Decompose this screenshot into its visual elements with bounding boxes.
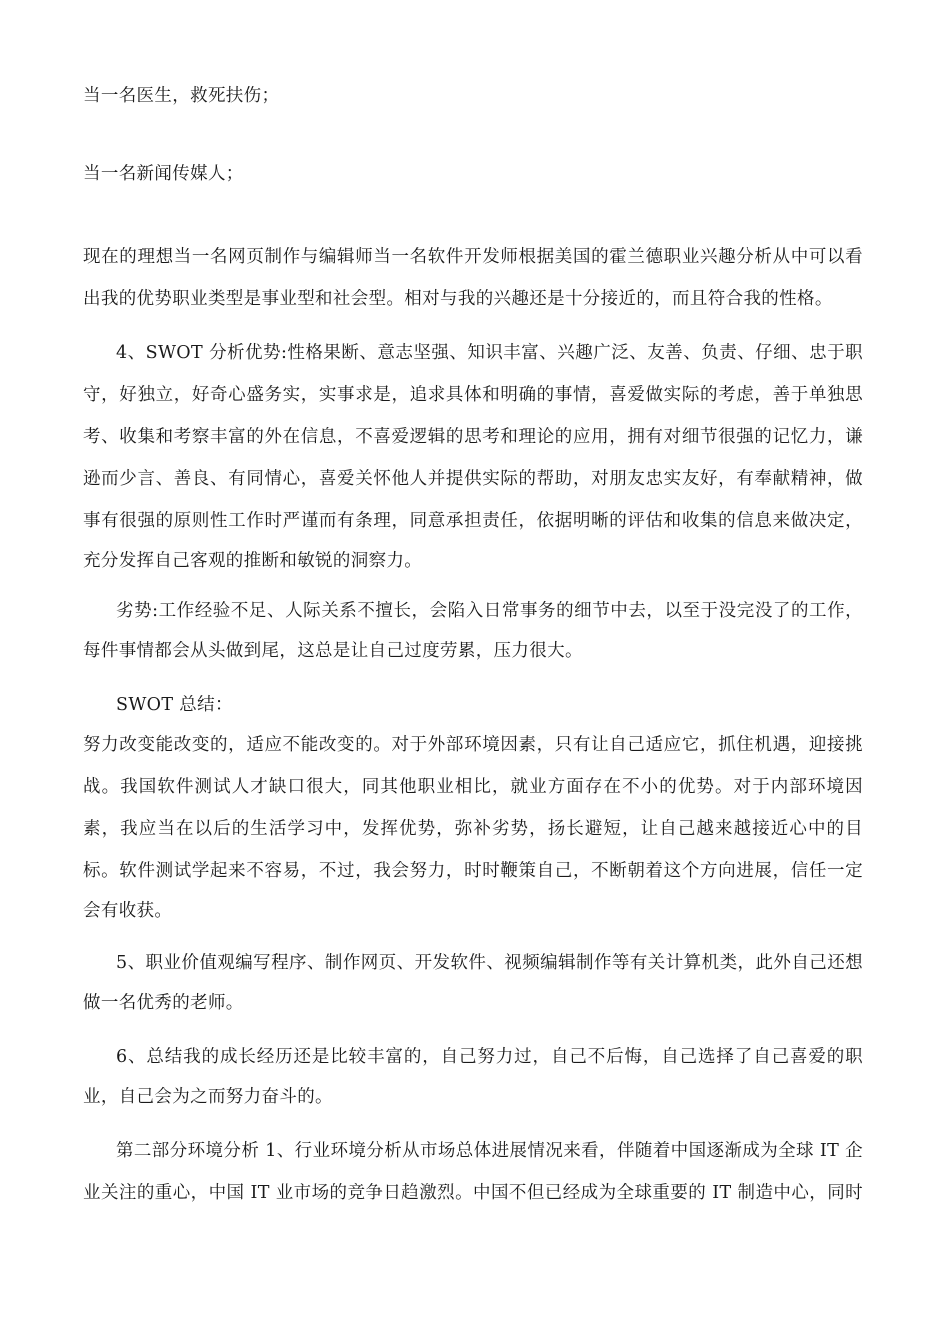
text-line: 5、职业价值观编写程序、制作网页、开发软件、视频编辑制作等有关计算机类，此外自己还想 <box>116 953 863 973</box>
text-line: 当一名新闻传媒人； <box>83 164 244 184</box>
text-line: 努力改变能改变的，适应不能改变的。对于外部环境因素，只有让自己适应它，抓住机遇，迎接挑 <box>83 735 863 755</box>
text-line: 现在的理想当一名网页制作与编辑师当一名软件开发师根据美国的霍兰德职业兴趣分析从中可以看 <box>83 247 863 267</box>
text-line: 标。软件测试学起来不容易，不过，我会努力，时时鞭策自己，不断朝着这个方向进展，信任一定 <box>83 861 863 881</box>
text-line: 出我的优势职业类型是事业型和社会型。相对与我的兴趣还是十分接近的，而且符合我的性格。 <box>83 289 833 309</box>
text-line: 第二部分环境分析 1、行业环境分析从市场总体进展情况来看，伴随着中国逐渐成为全球 IT 企 <box>116 1141 863 1161</box>
text-line: 战。我国软件测试人才缺口很大，同其他职业相比，就业方面存在不小的优势。对于内部环境因 <box>83 777 863 797</box>
text-line: 业，自己会为之而努力奋斗的。 <box>83 1087 333 1107</box>
text-line: 考、收集和考察丰富的外在信息，不喜爱逻辑的思考和理论的应用，拥有对细节很强的记忆力，谦 <box>83 427 863 447</box>
text-line: 逊而少言、善良、有同情心，喜爱关怀他人并提供实际的帮助，对朋友忠实友好，有奉献精神，做 <box>83 469 863 489</box>
text-line: SWOT 总结： <box>116 695 233 715</box>
text-line: 6、总结我的成长经历还是比较丰富的，自己努力过，自己不后悔，自己选择了自己喜爱的职 <box>116 1047 863 1067</box>
text-line: 做一名优秀的老师。 <box>83 993 244 1013</box>
text-line: 事有很强的原则性工作时严谨而有条理，同意承担责任，依据明晰的评估和收集的信息来做决定， <box>83 511 863 531</box>
text-line: 充分发挥自己客观的推断和敏锐的洞察力。 <box>83 551 423 571</box>
text-line: 会有收获。 <box>83 901 173 921</box>
text-line: 劣势:工作经验不足、人际关系不擅长，会陷入日常事务的细节中去，以至于没完没了的工作， <box>116 601 863 621</box>
text-line: 素，我应当在以后的生活学习中，发挥优势，弥补劣势，扬长避短，让自己越来越接近心中的目 <box>83 819 863 839</box>
text-line: 每件事情都会从头做到尾，这总是让自己过度劳累，压力很大。 <box>83 641 583 661</box>
text-line: 4、SWOT 分析优势:性格果断、意志坚强、知识丰富、兴趣广泛、友善、负责、仔细、忠于职 <box>116 343 863 363</box>
text-line: 守，好独立，好奇心盛务实，实事求是，追求具体和明确的事情，喜爱做实际的考虑，善于单独思 <box>83 385 863 405</box>
text-line: 当一名医生，救死扶伤； <box>83 86 280 106</box>
text-line: 业关注的重心，中国 IT 业市场的竞争日趋激烈。中国不但已经成为全球重要的 IT 制造中心，同时 <box>83 1183 863 1203</box>
